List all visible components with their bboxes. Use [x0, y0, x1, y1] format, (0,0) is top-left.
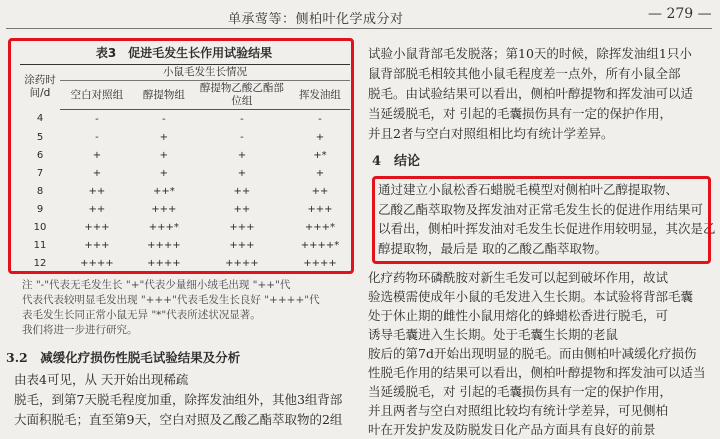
body-line: 醇提取物，最后是 取的乙酸乙酯萃取物。 [378, 240, 607, 256]
body-line: 处于休止期的雌性小鼠用熔化的蜂蜡松香进行脱毛，可 [368, 308, 669, 323]
growth-cell: +++* [148, 221, 179, 233]
day-cell: 10 [33, 221, 47, 233]
growth-cell: ++ [233, 185, 251, 197]
body-line: 大面积脱毛；直至第9天，空白对照及乙酸乙酯萃取物的2组 [14, 412, 343, 427]
days-header: 涂药时间/d [20, 65, 60, 110]
body-line: 脱毛。由试验结果可以看出，侧柏叶醇提物和挥发油可以适 [368, 86, 694, 101]
growth-cell: ++ [311, 185, 329, 197]
conclusion-highlight-box [372, 176, 711, 264]
growth-cell: +++ [84, 221, 110, 233]
running-header-title: 单承莺等：侧柏叶化学成分对 [228, 12, 404, 27]
body-line: 以看出，侧柏叶挥发油对毛发生长促进作用较明显，其次是乙 [378, 221, 716, 236]
growth-cell: +* [313, 149, 327, 161]
growth-cell: +++ [229, 221, 255, 233]
day-cell: 9 [36, 203, 44, 215]
header-rule [6, 28, 712, 29]
body-line: 鼠背部脱毛相较其他小鼠毛程度差一点外，所有小鼠全部 [368, 66, 681, 81]
day-cell: 4 [36, 113, 44, 125]
body-line: 通过建立小鼠松香石蜡脱毛模型对侧柏叶乙醇提取物、 [378, 182, 679, 197]
day-cell: 8 [36, 185, 44, 197]
growth-cell: ++++ [194, 254, 290, 273]
growth-cell: + [159, 167, 169, 179]
growth-cell: ++ [88, 185, 106, 197]
body-line: 化疗药物环磷酰胺对新生毛发可以起到破坏作用，故试 [368, 270, 669, 285]
day-cell: 7 [36, 167, 44, 179]
growth-cell: ++ [233, 203, 251, 215]
growth-cell: - [318, 113, 322, 125]
growth-cell: - [240, 113, 244, 125]
column-header: 空白对照组 [60, 81, 134, 110]
growth-cell: ++++ [60, 254, 134, 273]
day-cell: 5 [36, 131, 44, 143]
body-line: 叶在开发护发及防脱发日化产品方面具有良好的前景 [368, 422, 656, 437]
note-line: 表毛发生长同正常小鼠无异 "*"代表所述状况显著。 [22, 309, 261, 321]
body-line: 乙酸乙酯萃取物及挥发油对正常毛发生长的促进作用结果可 [378, 201, 704, 217]
body-line: 验选模需使成年小鼠的毛发进入生长期。本试验将背部毛囊 [368, 289, 694, 304]
growth-cell: + [315, 131, 325, 143]
page-number: — 279 — [648, 6, 712, 22]
body-line: 并且两者与空白对照组比较均有统计学差异，可见侧柏 [368, 403, 669, 418]
growth-cell: - [240, 131, 244, 143]
note-line: 我们将进一步进行研究。 [22, 324, 138, 336]
growth-cell: + [92, 167, 102, 179]
growth-cell: + [159, 131, 169, 143]
right-top-text [368, 44, 714, 144]
day-cell: 6 [36, 149, 44, 161]
column-header: 挥发油组 [290, 81, 350, 110]
growth-cell: ++ [88, 203, 106, 215]
growth-cell: - [95, 113, 99, 125]
growth-cell: + [237, 167, 247, 179]
body-line: 由表4可见，从 天开始出现稀疏 [14, 372, 189, 387]
growth-cell: +++ [84, 239, 110, 251]
growth-cell: ++++* [300, 239, 340, 251]
group-header: 小鼠毛发生长情况 [60, 65, 350, 81]
column-header: 醇提物乙酸乙酯部位组 [194, 81, 290, 110]
section-3-2-heading: 3.2 减缓化疗损伤性脱毛试验结果及分析 [6, 350, 241, 365]
body-line: 胺后的第7d开始出现明显的脱毛。而由侧柏叶减缓化疗损伤 [368, 346, 697, 361]
note-line: 注 "-"代表无毛发生长 "+"代表少量细小绒毛出现 "++"代 [22, 279, 291, 291]
growth-cell: +++* [304, 221, 336, 233]
body-line: 并且2者与空白对照组相比均有统计学差异。 [368, 126, 614, 141]
right-bottom-text [368, 268, 706, 439]
growth-cell: ++* [152, 185, 175, 197]
note-line: 代表代表较明显毛发出现 "+++"代表毛发生长良好 "++++"代 [22, 294, 320, 306]
table-title: 表3 促进毛发生长作用试验结果 [95, 46, 273, 60]
table-highlight-box [8, 38, 354, 274]
growth-cell: ++++ [147, 239, 181, 251]
body-line: 当延缓脱毛，对 引起的毛囊损伤具有一定的保护作用， [368, 384, 672, 399]
day-cell: 12 [20, 254, 60, 273]
growth-cell: - [162, 113, 166, 125]
growth-cell: + [92, 149, 102, 161]
growth-cell: ++++ [290, 254, 350, 273]
table-note [22, 278, 362, 338]
column-header: 醇提物组 [134, 81, 194, 110]
growth-cell: - [95, 131, 99, 143]
growth-cell: + [315, 167, 325, 179]
growth-cell: +++ [307, 203, 333, 215]
body-line: 试验小鼠背部毛发脱落；第10天的时候，除挥发油组1只小 [368, 46, 692, 61]
day-cell: 11 [33, 239, 47, 251]
body-line: 脱毛，到第7天脱毛程度加重，除挥发油组外，其他3组背部 [14, 392, 343, 407]
section-4-heading: 4 结论 [372, 154, 421, 169]
body-line: 当延缓脱毛，对 引起的毛囊损伤具有一定的保护作用， [368, 106, 672, 121]
growth-cell: + [159, 149, 169, 161]
body-line: 性脱毛作用的结果可以看出，侧柏叶醇提物和挥发油可以适当 [368, 365, 706, 380]
growth-cell: ++++ [134, 254, 194, 273]
growth-cell: +++ [151, 203, 177, 215]
growth-cell: + [237, 149, 247, 161]
left-body-text [14, 370, 364, 430]
growth-cell: +++ [229, 239, 255, 251]
body-line: 诱导毛囊进入生长期。处于毛囊生长期的老鼠 [368, 327, 619, 342]
